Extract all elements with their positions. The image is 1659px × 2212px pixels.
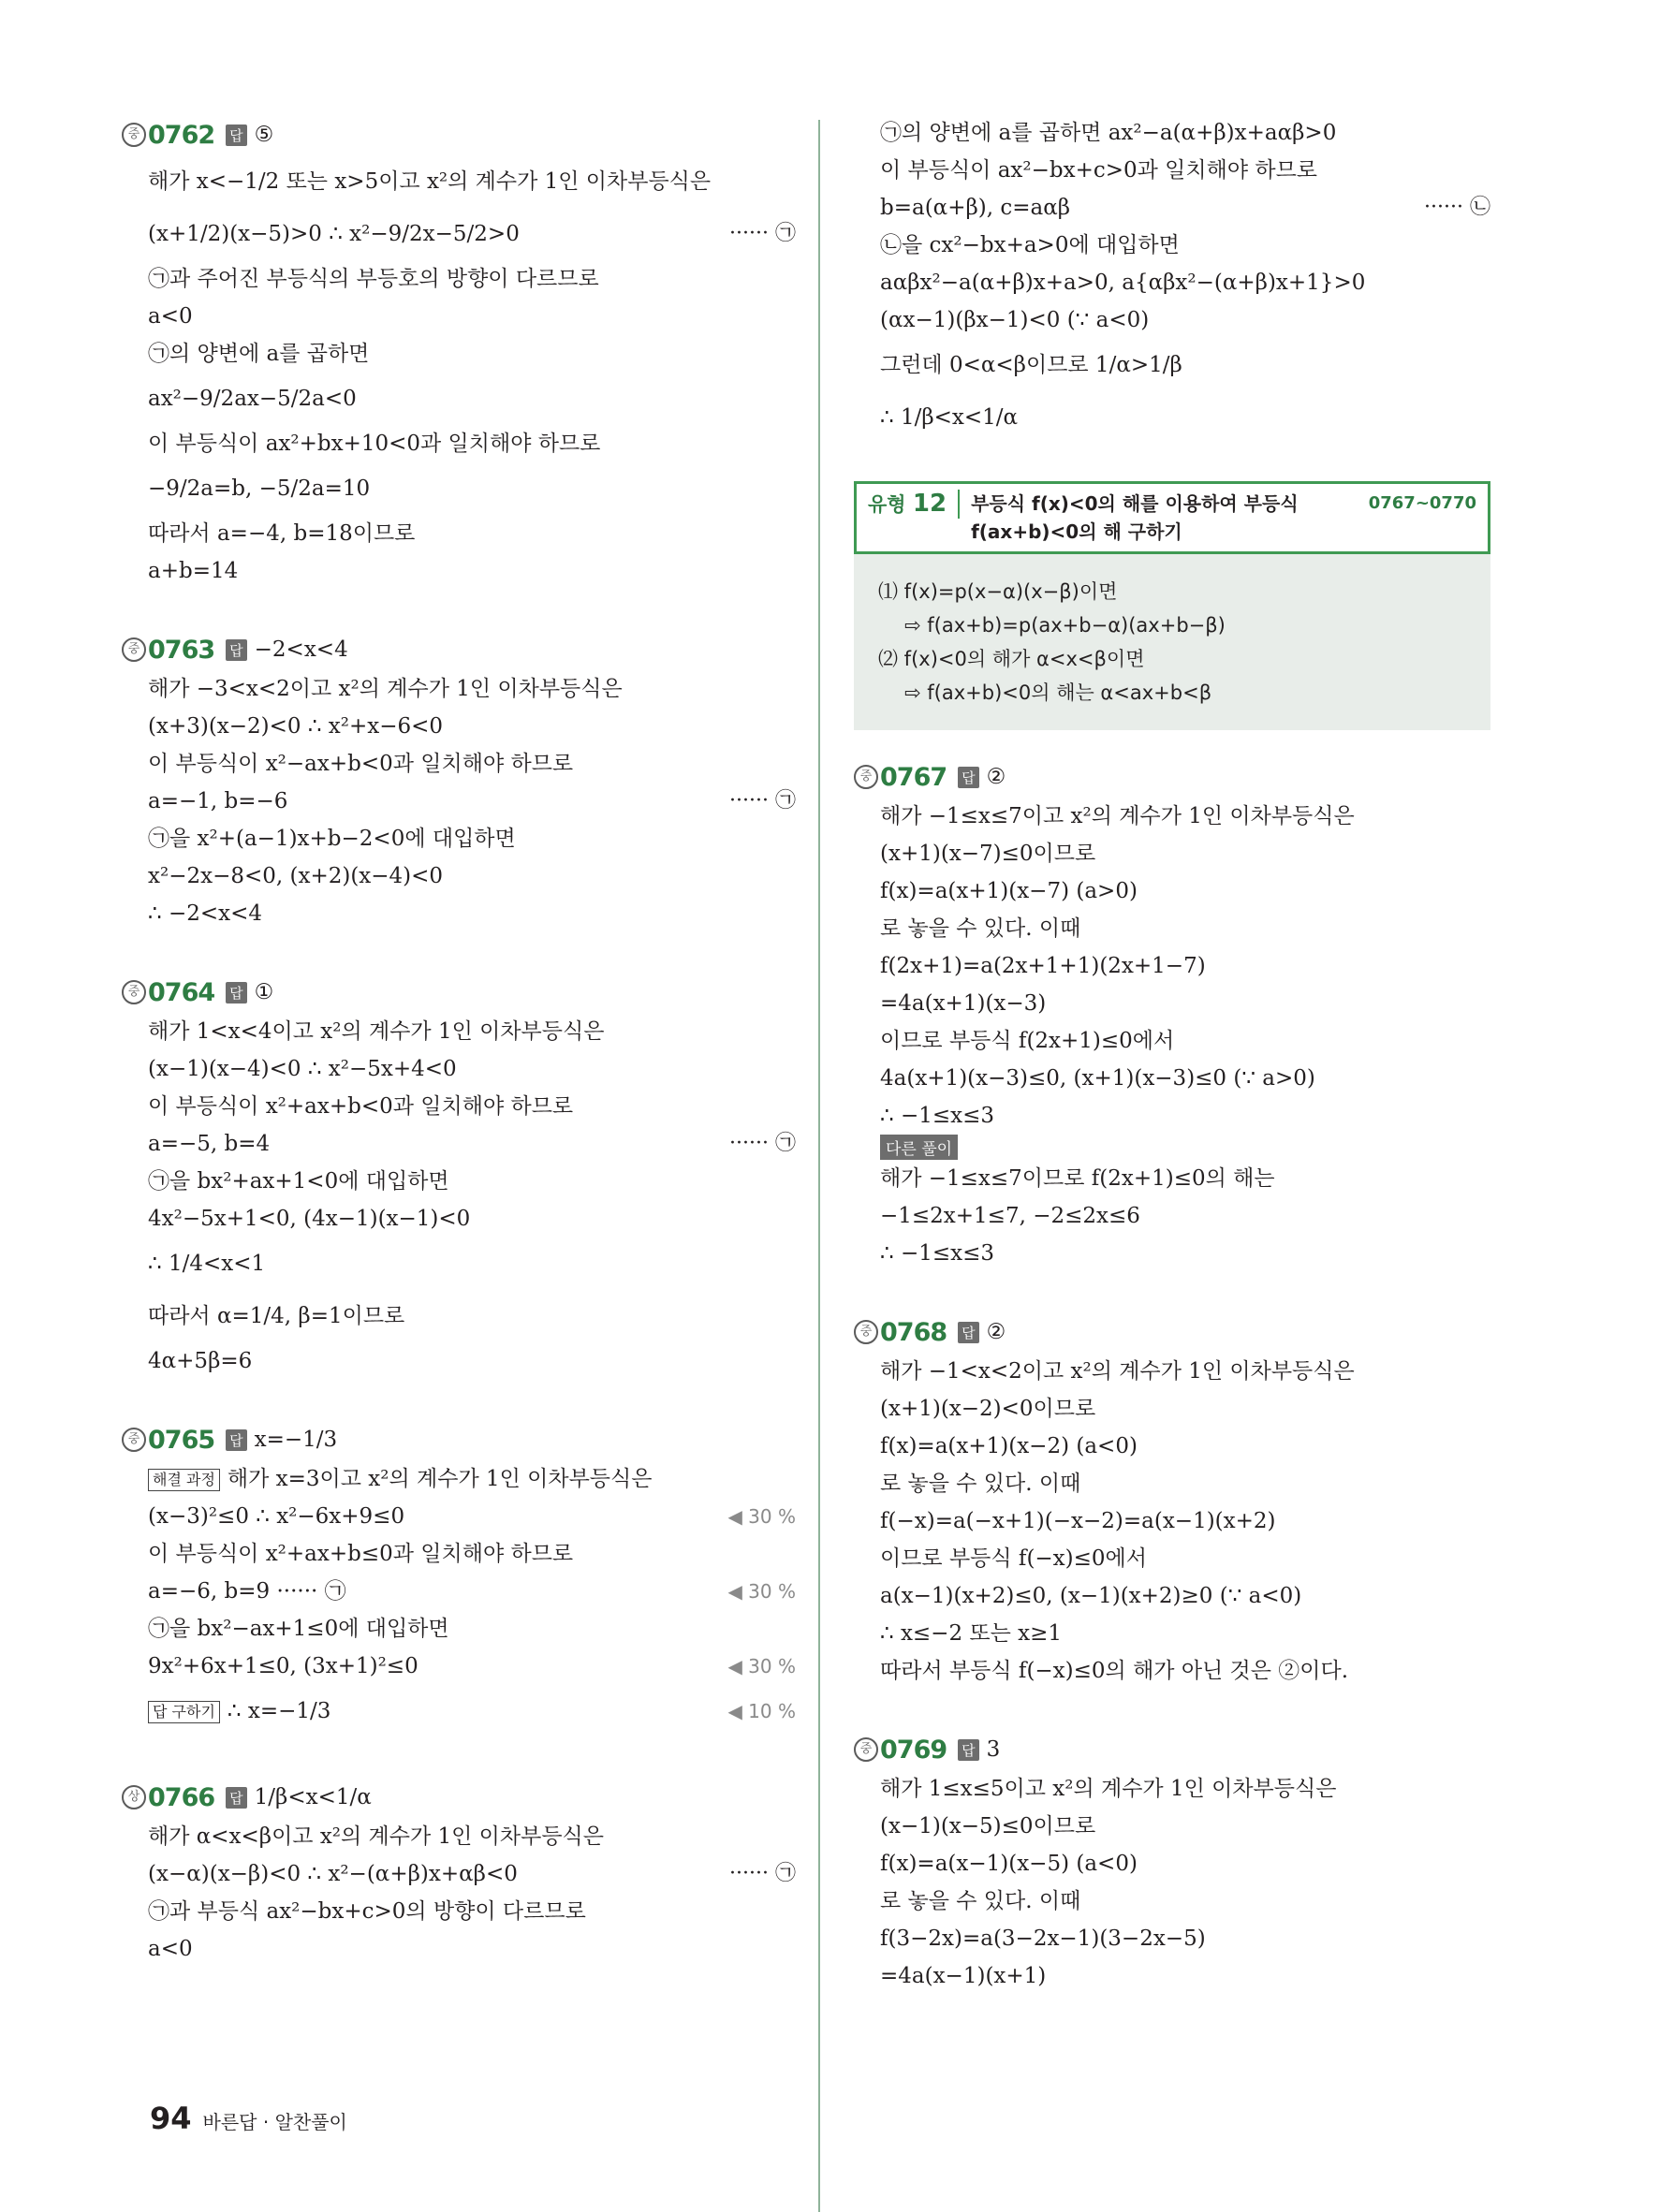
score-percent: ◀ 10 % (727, 1700, 796, 1722)
alt-solution-label: 다른 풀이 (880, 1135, 958, 1160)
line-text: 이 부등식이 x²+ax+b<0과 일치해야 하므로 (148, 1094, 574, 1119)
type-label: 유형 12 (868, 490, 960, 519)
page-footer (150, 2101, 347, 2136)
line-text: ∴ −1≤x≤3 (880, 1104, 994, 1128)
answer-value: ② (986, 1320, 1006, 1344)
solution-line (854, 227, 1490, 264)
line-text: ∴ x≤−2 또는 x≥1 (880, 1621, 1063, 1646)
step-tag: 해결 과정 (148, 1469, 220, 1491)
solution-line (122, 552, 796, 590)
line-text: a(x−1)(x+2)≤0, (x−1)(x+2)≥0 (∵ a<0) (880, 1584, 1302, 1608)
solution-line (122, 1855, 796, 1893)
line-text: =4a(x−1)(x+1) (880, 1964, 1047, 1988)
answer-label: 답 (226, 639, 247, 661)
line-text: ㉠의 양변에 a를 곱하면 ax²−a(α+β)x+aαβ>0 (880, 121, 1337, 145)
line-text: ∴ −1≤x≤3 (880, 1241, 994, 1266)
line-text: ∴ 1/β<x<1/α (880, 405, 1019, 430)
line-text: ㉠을 bx²−ax+1≤0에 대입하면 (148, 1617, 449, 1641)
line-text: f(x)=a(x−1)(x−5) (a<0) (880, 1852, 1138, 1876)
line-text: f(2x+1)=a(2x+1+1)(2x+1−7) (880, 954, 1206, 978)
difficulty-badge: 상 (122, 1785, 146, 1809)
solution-line (122, 373, 796, 425)
left-column (122, 114, 796, 2007)
line-text: f(−x)=a(−x+1)(−x−2)=a(x−1)(x+2) (880, 1509, 1276, 1533)
line-text: 4a(x+1)(x−3)≤0, (x+1)(x−3)≤0 (∵ a>0) (880, 1066, 1315, 1091)
line-text: =4a(x+1)(x−3) (880, 991, 1047, 1016)
line-text: 9x²+6x+1≤0, (3x+1)²≤0 (148, 1654, 418, 1678)
problem-number: 0769 (880, 1735, 947, 1765)
problem-0769 (854, 1729, 1490, 1995)
solution-line (854, 1428, 1490, 1465)
solution-line (122, 1163, 796, 1200)
solution-line (122, 1238, 796, 1290)
problem-header (854, 1729, 1490, 1770)
problem-header (122, 629, 796, 670)
line-text: ∴ −2<x<4 (148, 901, 262, 926)
line-text: (x−1)(x−5)≤0이므로 (880, 1814, 1096, 1838)
equation-marker: ······ ㉠ (729, 1132, 796, 1155)
answer-value: x=−1/3 (254, 1428, 338, 1452)
solution-line (122, 1893, 796, 1930)
solution-line (122, 820, 796, 857)
answer-value: ① (254, 980, 274, 1004)
line-text: 이 부등식이 x²−ax+b<0과 일치해야 하므로 (148, 752, 574, 776)
solution-line (854, 1577, 1490, 1615)
line-text: f(3−2x)=a(3−2x−1)(3−2x−5) (880, 1926, 1206, 1951)
answer-value: 3 (986, 1737, 1001, 1762)
solution-line (854, 189, 1490, 227)
solution-line (122, 208, 796, 260)
solution-line (122, 895, 796, 932)
equation-marker: ······ ㉠ (729, 789, 796, 813)
solution-line (122, 1573, 796, 1610)
solution-line (122, 462, 796, 515)
line-text: 따라서 부등식 f(−x)≤0의 해가 아닌 것은 ②이다. (880, 1659, 1349, 1683)
solution-line (854, 985, 1490, 1022)
score-percent: ◀ 30 % (727, 1580, 796, 1603)
problem-header (854, 1311, 1490, 1353)
solution-line (854, 798, 1490, 835)
answer-label: 답 (958, 767, 979, 788)
book-title: 바른답 · 알찬풀이 (202, 2111, 347, 2133)
answer-value: ② (986, 765, 1006, 789)
solution-line (122, 1460, 796, 1498)
line-text: a+b=14 (148, 559, 239, 583)
solution-line (122, 1050, 796, 1088)
line-text: ∴ 1/4<x<1 (148, 1252, 266, 1276)
solution-line (122, 1498, 796, 1535)
summary-line: ⇨ f(ax+b)<0의 해는 α<ax+b<β (904, 681, 1212, 704)
line-text: 이 부등식이 ax²+bx+10<0과 일치해야 하므로 (148, 432, 601, 456)
solution-line (122, 1013, 796, 1050)
line-text: a<0 (148, 1937, 193, 1961)
solution-line (122, 515, 796, 552)
solution-line (122, 1648, 796, 1685)
answer-label: 답 (958, 1322, 979, 1343)
line-text: (x+1/2)(x−5)>0 ∴ x²−9/2x−5/2>0 (148, 222, 520, 246)
problem-0767 (854, 756, 1490, 1272)
solution-line (122, 298, 796, 335)
line-text: 해가 x=3이고 x²의 계수가 1인 이차부등식은 (227, 1467, 653, 1491)
problem-0763 (122, 629, 796, 932)
right-column (854, 114, 1490, 2034)
difficulty-badge: 중 (122, 123, 146, 147)
line-text: 이므로 부등식 f(2x+1)≤0에서 (880, 1029, 1175, 1053)
difficulty-badge: 중 (122, 1428, 146, 1452)
line-text: 이 부등식이 ax²−bx+c>0과 일치해야 하므로 (880, 158, 1318, 183)
solution-line (854, 152, 1490, 189)
line-text: (x−α)(x−β)<0 ∴ x²−(α+β)x+αβ<0 (148, 1862, 518, 1886)
line-text: a=−5, b=4 (148, 1132, 271, 1156)
line-text: −1≤2x+1≤7, −2≤2x≤6 (880, 1204, 1140, 1228)
problem-header (122, 972, 796, 1013)
line-text: 따라서 α=1/4, β=1이므로 (148, 1304, 405, 1328)
line-text: 4x²−5x+1<0, (4x−1)(x−1)<0 (148, 1207, 471, 1231)
problem-0765 (122, 1419, 796, 1737)
answer-value: ⑤ (254, 123, 274, 147)
problem-header (122, 114, 796, 155)
answer-value: 1/β<x<1/α (254, 1785, 372, 1809)
solution-line (854, 1235, 1490, 1272)
solution-line (854, 1353, 1490, 1390)
solution-line (854, 264, 1490, 301)
problem-0764 (122, 972, 796, 1380)
solution-line (122, 1930, 796, 1968)
solution-line (122, 1818, 796, 1855)
solution-line (854, 301, 1490, 339)
solution-line (122, 1125, 796, 1163)
line-text: 해가 −1<x<2이고 x²의 계수가 1인 이차부등식은 (880, 1359, 1355, 1384)
solution-line (854, 1540, 1490, 1577)
solution-line (122, 1342, 796, 1380)
right-problems (854, 756, 1490, 1995)
line-text: 해가 −1≤x≤7이고 x²의 계수가 1인 이차부등식은 (880, 804, 1355, 828)
line-text: 해가 1<x<4이고 x²의 계수가 1인 이차부등식은 (148, 1019, 605, 1044)
column-divider (818, 120, 820, 2212)
solution-line (854, 1845, 1490, 1882)
line-text: 해가 −3<x<2이고 x²의 계수가 1인 이차부등식은 (148, 677, 623, 701)
line-text: b=a(α+β), c=aαβ (880, 196, 1071, 220)
type-box (854, 481, 1490, 554)
type-title: 부등식 f(x)<0의 해를 이용하여 부등식 f(ax+b)<0의 해 구하기 (971, 492, 1299, 543)
line-text: (x−1)(x−4)<0 ∴ x²−5x+4<0 (148, 1057, 457, 1081)
solution-line (122, 155, 796, 208)
solution-line (854, 1465, 1490, 1502)
solution-line (854, 391, 1490, 444)
solution-line (854, 1390, 1490, 1428)
solution-line (122, 745, 796, 783)
line-text: (x+1)(x−7)≤0이므로 (880, 842, 1096, 866)
solution-line (854, 1502, 1490, 1540)
problem-0768 (854, 1311, 1490, 1690)
solution-line (122, 1290, 796, 1342)
difficulty-badge: 중 (122, 637, 146, 662)
solution-line (854, 1882, 1490, 1920)
line-text: 이 부등식이 x²+ax+b≤0과 일치해야 하므로 (148, 1542, 574, 1566)
solution-line (122, 260, 796, 298)
solution-line (854, 910, 1490, 947)
answer-label: 답 (226, 1429, 247, 1451)
line-text: a=−1, b=−6 (148, 789, 288, 813)
line-text: (x+1)(x−2)<0이므로 (880, 1397, 1096, 1421)
solution-line (122, 783, 796, 820)
problem-header (122, 1777, 796, 1818)
problem-number: 0764 (148, 977, 215, 1007)
solution-line (854, 1652, 1490, 1690)
summary-line: ⑴ f(x)=p(x−α)(x−β)이면 (878, 580, 1118, 603)
line-text: (x+3)(x−2)<0 ∴ x²+x−6<0 (148, 714, 444, 739)
difficulty-badge: 중 (122, 980, 146, 1004)
line-text: 로 놓을 수 있다. 이때 (880, 1472, 1081, 1496)
line-text: 이므로 부등식 f(−x)≤0에서 (880, 1546, 1147, 1571)
answer-label: 답 (958, 1739, 979, 1761)
solution-line (854, 1957, 1490, 1995)
solution-line (122, 425, 796, 462)
solution-line (854, 947, 1490, 985)
line-text: ax²−9/2ax−5/2a<0 (148, 387, 357, 411)
difficulty-badge: 중 (854, 1320, 878, 1344)
line-text: a=−6, b=9 ······ ㉠ (148, 1579, 346, 1604)
line-text: ㉠과 주어진 부등식의 부등호의 방향이 다르므로 (148, 267, 599, 291)
problem-number: 0762 (148, 120, 215, 150)
solution-line (854, 835, 1490, 872)
problem-number: 0763 (148, 635, 215, 665)
answer-label: 답 (226, 125, 247, 146)
line-text: 해가 α<x<β이고 x²의 계수가 1인 이차부등식은 (148, 1824, 604, 1849)
solution-line (854, 1770, 1490, 1808)
continued-solution-0766 (854, 114, 1490, 444)
solution-line (854, 872, 1490, 910)
line-text: 4α+5β=6 (148, 1349, 253, 1373)
line-text: 로 놓을 수 있다. 이때 (880, 1889, 1081, 1913)
solution-line (122, 335, 796, 373)
equation-marker: ······ ㉡ (1424, 196, 1490, 219)
answer-value: −2<x<4 (254, 637, 348, 662)
problem-number: 0766 (148, 1782, 215, 1812)
type-number: 12 (912, 490, 947, 518)
type-range: 0767~0770 (1368, 493, 1476, 513)
solution-line (854, 1615, 1490, 1652)
line-text: 로 놓을 수 있다. 이때 (880, 916, 1081, 941)
line-text: 따라서 a=−4, b=18이므로 (148, 521, 416, 546)
step-tag: 답 구하기 (148, 1701, 220, 1723)
solution-line (854, 1920, 1490, 1957)
problem-number: 0767 (880, 762, 947, 792)
solution-line (122, 1610, 796, 1648)
solution-line (122, 670, 796, 708)
solution-line (854, 1160, 1490, 1197)
summary-line: ⇨ f(ax+b)=p(ax+b−α)(ax+b−β) (904, 614, 1226, 637)
line-text: (αx−1)(βx−1)<0 (∵ a<0) (880, 308, 1150, 332)
line-text: ㉠을 x²+(a−1)x+b−2<0에 대입하면 (148, 827, 516, 851)
problem-0766 (122, 1777, 796, 1968)
solution-line (854, 1808, 1490, 1845)
solution-line (854, 114, 1490, 152)
line-text: 해가 x<−1/2 또는 x>5이고 x²의 계수가 1인 이차부등식은 (148, 169, 712, 194)
solution-line (854, 1022, 1490, 1060)
solution-line (122, 1535, 796, 1573)
solution-line (854, 339, 1490, 391)
line-text: −9/2a=b, −5/2a=10 (148, 476, 371, 501)
line-text: ㉡을 cx²−bx+a>0에 대입하면 (880, 233, 1180, 257)
page-number: 94 (150, 2101, 192, 2136)
line-text: a<0 (148, 304, 193, 329)
line-text: aαβx²−a(α+β)x+a>0, a{αβx²−(α+β)x+1}>0 (880, 271, 1366, 295)
problem-header (122, 1419, 796, 1460)
problem-0762 (122, 114, 796, 590)
solution-line (854, 1060, 1490, 1097)
type-summary (854, 554, 1490, 730)
solution-line (854, 1097, 1490, 1135)
solution-line (122, 1685, 796, 1737)
solution-line (854, 1197, 1490, 1235)
answer-label: 답 (226, 982, 247, 1003)
line-text: f(x)=a(x+1)(x−2) (a<0) (880, 1434, 1138, 1458)
line-text: 해가 −1≤x≤7이므로 f(2x+1)≤0의 해는 (880, 1166, 1275, 1191)
score-percent: ◀ 30 % (727, 1505, 796, 1528)
line-text: ㉠의 양변에 a를 곱하면 (148, 342, 370, 366)
solution-line (122, 1088, 796, 1125)
difficulty-badge: 중 (854, 1737, 878, 1762)
line-text: 그런데 0<α<β이므로 1/α>1/β (880, 353, 1182, 377)
answer-label: 답 (226, 1787, 247, 1809)
solution-line (122, 857, 796, 895)
line-text: (x−3)²≤0 ∴ x²−6x+9≤0 (148, 1504, 405, 1529)
line-text: ㉠을 bx²+ax+1<0에 대입하면 (148, 1169, 449, 1194)
line-text: ㉠과 부등식 ax²−bx+c>0의 방향이 다르므로 (148, 1899, 586, 1924)
summary-line: ⑵ f(x)<0의 해가 α<x<β이면 (878, 648, 1145, 670)
line-text: 해가 1≤x≤5이고 x²의 계수가 1인 이차부등식은 (880, 1777, 1337, 1801)
difficulty-badge: 중 (854, 765, 878, 789)
equation-marker: ······ ㉠ (729, 1862, 796, 1885)
line-text: x²−2x−8<0, (x+2)(x−4)<0 (148, 864, 444, 888)
problem-header (854, 756, 1490, 798)
solution-line (122, 708, 796, 745)
solution-line (122, 1200, 796, 1238)
line-text: ∴ x=−1/3 (227, 1699, 331, 1723)
score-percent: ◀ 30 % (727, 1655, 796, 1677)
equation-marker: ······ ㉠ (729, 222, 796, 245)
line-text: f(x)=a(x+1)(x−7) (a>0) (880, 879, 1138, 903)
problem-number: 0768 (880, 1317, 947, 1347)
problem-number: 0765 (148, 1425, 215, 1455)
